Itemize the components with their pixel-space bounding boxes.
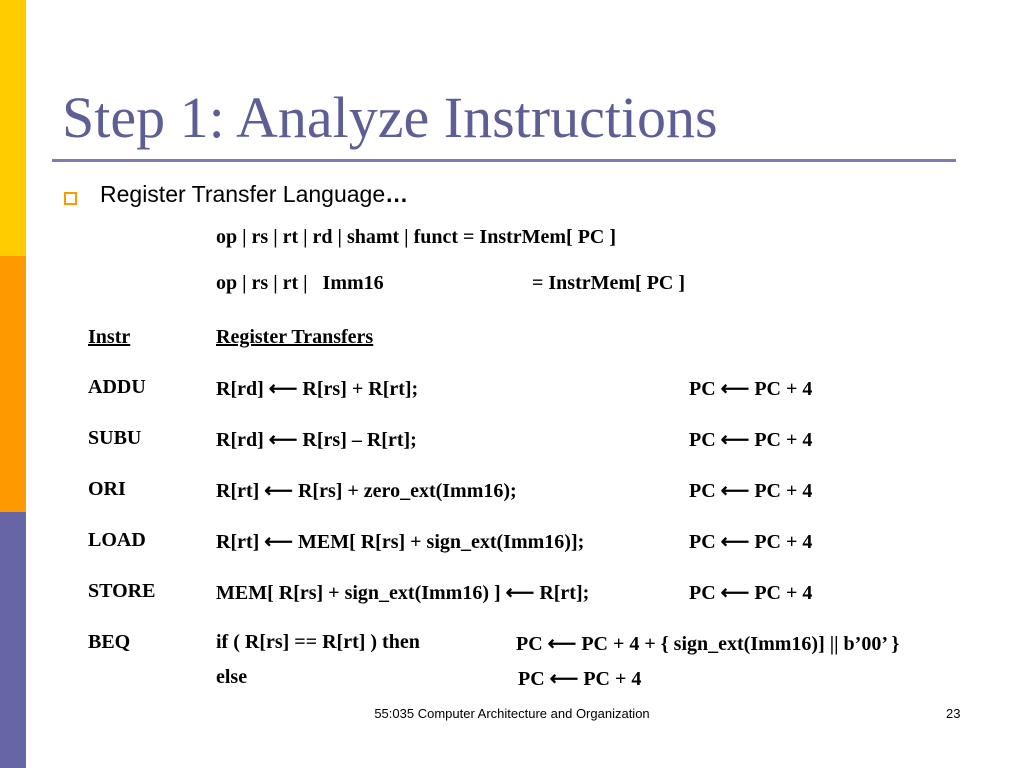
footer-page-number: 23 — [946, 706, 961, 721]
row-instr: ORI — [88, 478, 126, 500]
row-instr: ADDU — [88, 376, 146, 398]
row-transfer: MEM[ R[rs] + sign_ext(Imm16) ] ⟵ R[rt]; — [216, 582, 590, 604]
table-header-instr: Instr — [88, 326, 131, 348]
rtype-format: op | rs | rt | rd | shamt | funct = InstrMem[ PC ] — [216, 226, 617, 248]
hollow-square-bullet-icon — [64, 192, 77, 205]
table-header-transfers: Register Transfers — [216, 326, 374, 348]
bullet-item — [100, 181, 410, 208]
row-pc-update: PC ⟵ PC + 4 — [689, 378, 813, 400]
row-transfer: R[rd] ⟵ R[rs] + R[rt]; — [216, 378, 419, 400]
left-stripe-middle — [0, 256, 26, 512]
row-transfer: R[rt] ⟵ R[rs] + zero_ext(Imm16); — [216, 480, 517, 502]
row-pc-update: PC ⟵ PC + 4 — [689, 531, 813, 553]
itype-format-rhs: = InstrMem[ PC ] — [532, 272, 686, 294]
beq-else: else — [216, 666, 248, 688]
row-transfer: R[rd] ⟵ R[rs] – R[rt]; — [216, 429, 417, 451]
beq-condition: if ( R[rs] == R[rt] ) then — [216, 631, 420, 653]
left-stripe-top — [0, 0, 26, 256]
itype-format-fields: op | rs | rt | Imm16 — [216, 272, 384, 294]
beq-then-pc: PC ⟵ PC + 4 + { sign_ext(Imm16)] || b’00’ } — [516, 633, 900, 655]
row-pc-update: PC ⟵ PC + 4 — [689, 582, 813, 604]
beq-else-pc: PC ⟵ PC + 4 — [518, 668, 642, 690]
bullet-text: Register Transfer Language — [100, 181, 386, 207]
footer-course: 55:035 Computer Architecture and Organization — [374, 706, 650, 721]
row-pc-update: PC ⟵ PC + 4 — [689, 429, 813, 451]
slide-title: Step 1: Analyze Instructions — [62, 85, 718, 150]
title-divider — [52, 159, 956, 162]
row-instr: LOAD — [88, 529, 146, 551]
beq-instr: BEQ — [88, 631, 131, 653]
bullet-ellipsis: … — [385, 181, 411, 207]
row-transfer: R[rt] ⟵ MEM[ R[rs] + sign_ext(Imm16)]; — [216, 531, 585, 553]
row-instr: SUBU — [88, 427, 142, 449]
left-stripe-bottom — [0, 512, 26, 768]
row-pc-update: PC ⟵ PC + 4 — [689, 480, 813, 502]
row-instr: STORE — [88, 580, 156, 602]
